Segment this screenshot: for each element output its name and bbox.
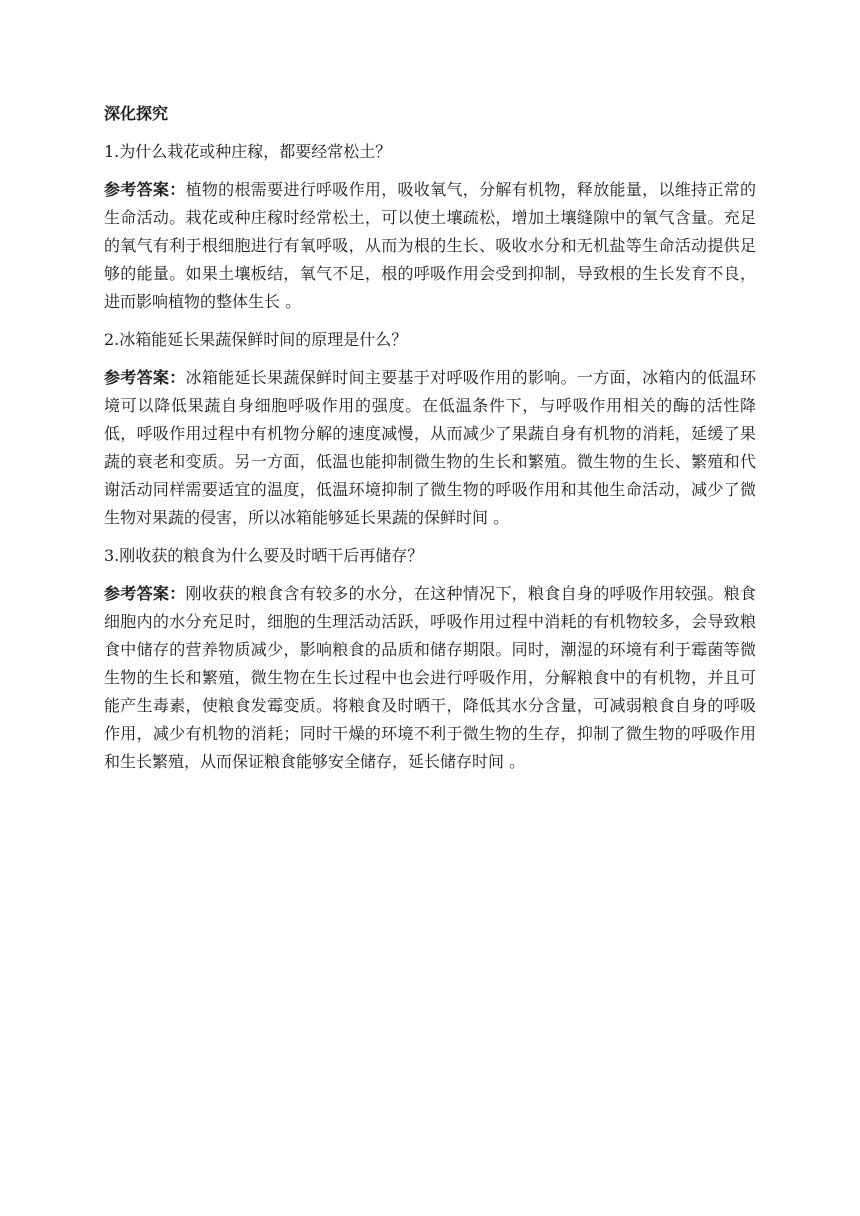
answer-2	[104, 364, 756, 532]
section-title: 深化探究	[104, 104, 169, 123]
answer-label: 参考答案：	[104, 180, 186, 199]
answer-text: 植物的根需要进行呼吸作用，吸收氧气，分解有机物，释放能量，以维持正常的生命活动。栽花或种庄稼时经常松土，可以使土壤疏松，增加土壤缝隙中的氧气含量。充足的氧气有利于根细胞进行有氧呼吸，从而为根的生长、吸收水分和无机盐等生命活动提供足够的能量。如果土壤板结，氧气不足，根的呼吸作用会受到抑制，导致根的生长发育不良，进而影响植物的整体生长 。	[104, 180, 756, 311]
answer-3	[104, 580, 756, 776]
answer-label: 参考答案：	[104, 584, 186, 603]
question-1: 1.为什么栽花或种庄稼，都要经常松土？	[104, 142, 392, 161]
document-page	[104, 100, 756, 786]
answer-1	[104, 176, 756, 316]
question-3: 3.刚收获的粮食为什么要及时晒干后再储存？	[104, 546, 424, 565]
answer-text: 冰箱能延长果蔬保鲜时间主要基于对呼吸作用的影响。一方面，冰箱内的低温环境可以降低果蔬自身细胞呼吸作用的强度。在低温条件下，与呼吸作用相关的酶的活性降低，呼吸作用过程中有机物分解的速度减慢，从而减少了果蔬自身有机物的消耗，延缓了果蔬的衰老和变质。另一方面，低温也能抑制微生物的生长和繁殖。微生物的生长、繁殖和代谢活动同样需要适宜的温度，低温环境抑制了微生物的呼吸作用和其他生命活动，减少了微生物对果蔬的侵害，所以冰箱能够延长果蔬的保鲜时间 。	[104, 368, 756, 527]
question-2: 2.冰箱能延长果蔬保鲜时间的原理是什么？	[104, 330, 408, 349]
answer-text: 刚收获的粮食含有较多的水分，在这种情况下，粮食自身的呼吸作用较强。粮食细胞内的水分充足时，细胞的生理活动活跃，呼吸作用过程中消耗的有机物较多，会导致粮食中储存的营养物质减少，影响粮食的品质和储存期限。同时，潮湿的环境有利于霉菌等微生物的生长和繁殖，微生物在生长过程中也会进行呼吸作用，分解粮食中的有机物，并且可能产生毒素，使粮食发霉变质。将粮食及时晒干，降低其水分含量，可减弱粮食自身的呼吸作用，减少有机物的消耗；同时干燥的环境不利于微生物的生存，抑制了微生物的呼吸作用和生长繁殖，从而保证粮食能够安全储存，延长储存时间 。	[104, 584, 756, 771]
answer-label: 参考答案：	[104, 368, 186, 387]
